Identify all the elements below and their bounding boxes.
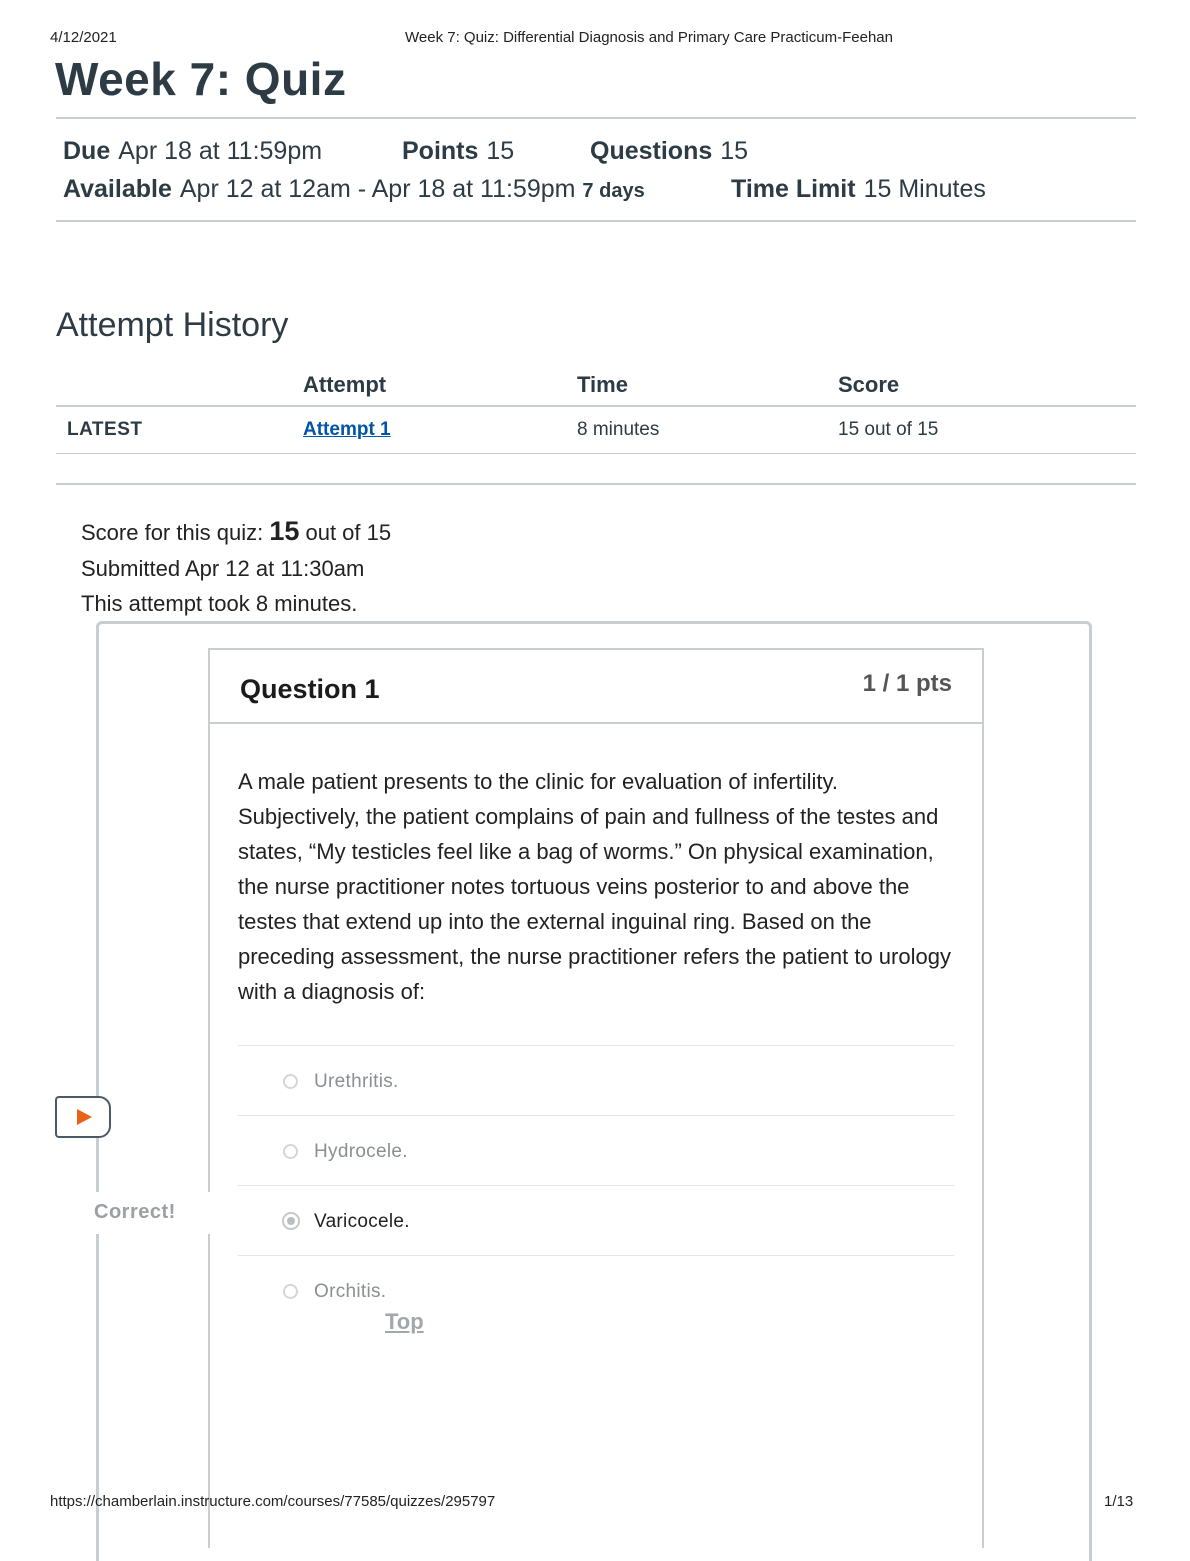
quiz-score xyxy=(81,516,391,547)
radio-button[interactable] xyxy=(283,1074,298,1089)
available-label: Available xyxy=(63,175,172,203)
attempt-duration: This attempt took 8 minutes. xyxy=(81,591,358,616)
col-header-attempt: Attempt xyxy=(303,372,387,397)
answer-option[interactable] xyxy=(238,1257,954,1325)
points-value: 15 xyxy=(486,137,515,165)
answer-divider xyxy=(238,1185,954,1186)
answer-divider xyxy=(238,1255,954,1256)
time-limit-meta xyxy=(731,175,986,204)
score-prefix: Score for this quiz: xyxy=(81,520,264,545)
col-header-time: Time xyxy=(577,372,628,397)
col-header-score: Score xyxy=(838,372,900,397)
question-title: Question 1 xyxy=(240,674,380,704)
answer-label: Varicocele. xyxy=(314,1211,410,1232)
answer-option[interactable] xyxy=(238,1047,954,1115)
question-text: A male patient presents to the clinic for evaluation of infertility. Subjectively, the patient complains of pain and fullness of the testes and states, “My testicles feel like a bag of worms.” On physical examination, the nurse practitioner notes tortuous veins posterior to and above the testes that extend up into the external inguinal ring. Based on the preceding assessment, the nurse practitioner refers the patient to urology with a diagnosis of: xyxy=(238,769,951,1004)
due-meta xyxy=(63,137,322,166)
table-row-divider xyxy=(56,453,1136,454)
attempt-status-latest: LATEST xyxy=(67,419,143,440)
radio-button[interactable] xyxy=(283,1144,298,1159)
divider xyxy=(56,483,1136,485)
print-url: https://chamberlain.instructure.com/courses/77585/quizzes/295797 xyxy=(50,1493,496,1510)
submitted-time: Submitted Apr 12 at 11:30am xyxy=(81,556,365,581)
attempt-1-link[interactable]: Attempt 1 xyxy=(303,419,391,440)
print-doc-title: Week 7: Quiz: Differential Diagnosis and Primary Care Practicum-Feehan xyxy=(405,29,893,46)
attempt-time: 8 minutes xyxy=(577,419,660,440)
available-value: Apr 12 at 12am - Apr 18 at 11:59pm xyxy=(179,175,576,203)
top-link[interactable]: Top xyxy=(385,1309,424,1334)
divider xyxy=(56,220,1136,222)
radio-button[interactable] xyxy=(283,1284,298,1299)
attempt-score: 15 out of 15 xyxy=(838,419,939,440)
time-limit-label: Time Limit xyxy=(731,175,856,203)
answer-divider xyxy=(238,1045,954,1046)
print-date: 4/12/2021 xyxy=(50,29,117,46)
points-label: Points xyxy=(402,137,479,165)
radio-button-selected[interactable] xyxy=(282,1212,300,1230)
score-value: 15 xyxy=(269,516,300,546)
answer-label: Urethritis. xyxy=(314,1071,399,1092)
answer-option-selected[interactable] xyxy=(238,1187,954,1255)
due-value: Apr 18 at 11:59pm xyxy=(118,137,323,165)
page-title: Week 7: Quiz xyxy=(55,53,347,105)
questions-label: Questions xyxy=(590,137,713,165)
questions-value: 15 xyxy=(720,137,749,165)
available-days: 7 days xyxy=(582,180,645,202)
print-page-number: 1/13 xyxy=(1104,1493,1134,1510)
time-limit-value: 15 Minutes xyxy=(863,175,986,203)
correct-answer-tag xyxy=(83,1192,211,1234)
table-header-divider xyxy=(56,405,1136,407)
divider xyxy=(56,117,1136,119)
questions-meta xyxy=(590,137,748,166)
question-header xyxy=(210,650,982,724)
answer-label: Hydrocele. xyxy=(314,1141,408,1162)
answer-option[interactable] xyxy=(238,1117,954,1185)
correct-label: Correct! xyxy=(94,1201,176,1223)
available-meta xyxy=(63,175,645,204)
answer-label: Orchitis. xyxy=(314,1281,387,1302)
answer-divider xyxy=(238,1115,954,1116)
play-icon[interactable] xyxy=(55,1096,111,1138)
due-label: Due xyxy=(63,137,111,165)
score-suffix: out of 15 xyxy=(305,520,392,545)
points-meta xyxy=(402,137,514,166)
attempt-history-title: Attempt History xyxy=(56,306,289,344)
question-points: 1 / 1 pts xyxy=(862,670,952,697)
